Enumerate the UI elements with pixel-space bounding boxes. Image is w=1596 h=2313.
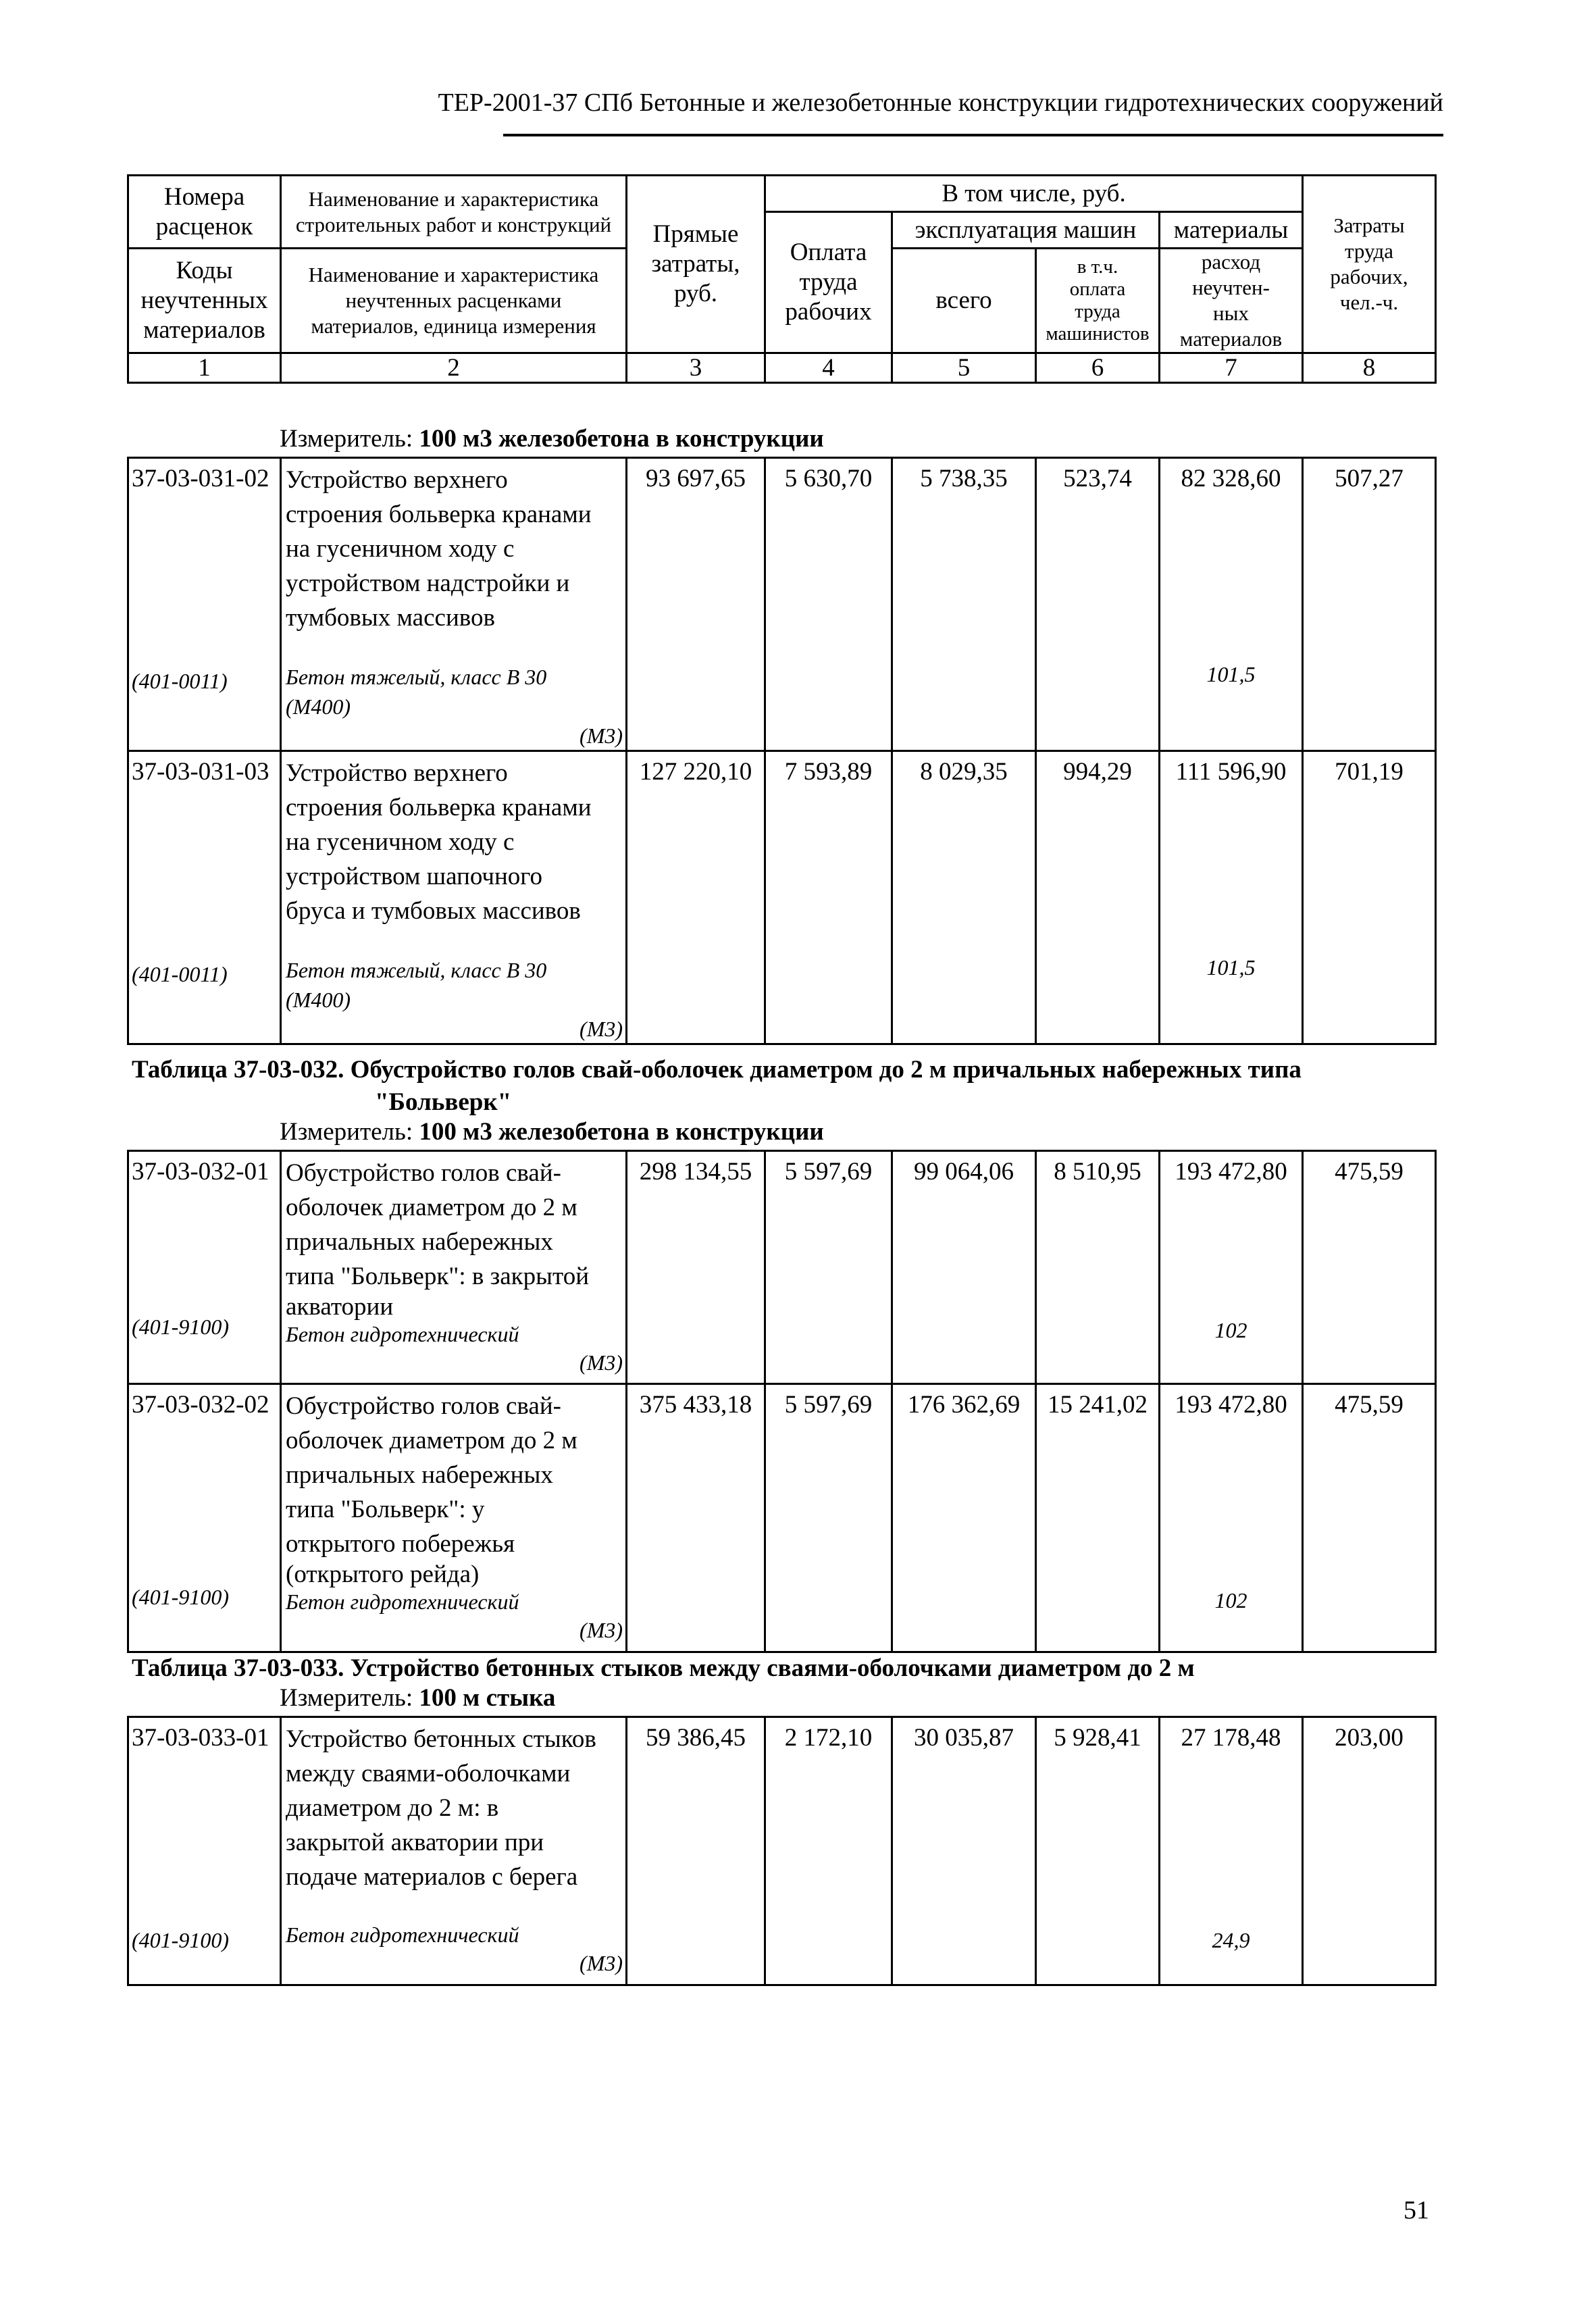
col-number-7: 7	[1160, 353, 1303, 383]
material-quantity: 101,5	[1206, 955, 1256, 980]
machines-header: эксплуатация машин	[892, 212, 1160, 249]
col-number-5: 5	[892, 353, 1036, 383]
machinists-pay: 523,74	[1036, 458, 1160, 751]
work-description-cell: Устройство верхнего строения больверка кранами на гусеничном ходу с устройством шапочного бруса и тумбовых массивов Бетон тяжелый, класс В 30 (М400) (М3)	[281, 751, 627, 1044]
work-description-cell: Устройство бетонных стыков между сваями-оболочками диаметром до 2 м: в закрытой акватории при подаче материалов с берега Бетон гидротехнический (М3)	[281, 1717, 627, 1985]
machinists-pay: 994,29	[1036, 751, 1160, 1044]
col-number-6: 6	[1036, 353, 1160, 383]
labor-cost: 5 597,69	[765, 1151, 892, 1384]
material-code: (401-9100)	[132, 1315, 229, 1339]
document-header-title: ТЕР-2001-37 СПб Бетонные и железобетонные конструкции гидротехнических сооружений	[438, 88, 1443, 117]
col-number-2: 2	[281, 353, 627, 383]
section1-measure: Измеритель: 100 м3 железобетона в конструкции	[280, 425, 824, 453]
material-description: Бетон гидротехнический	[286, 1923, 519, 1947]
work-description-cell: Обустройство голов свай- оболочек диаметром до 2 м причальных набережных типа "Больверк": у открытого побережья (открытого рейда) Бетон гидротехнический (М3)	[281, 1384, 627, 1652]
materials-cost: 82 328,60 101,5	[1160, 458, 1303, 751]
rate-code-cell: 37-03-032-01 (401-9100)	[128, 1151, 281, 1384]
col1-bottom-header: Коды неучтенных материалов	[128, 249, 281, 353]
materials-cost: 111 596,90 101,5	[1160, 751, 1303, 1044]
col-number-8: 8	[1303, 353, 1436, 383]
machines-total: 99 064,06	[892, 1151, 1036, 1384]
labor-hours: 475,59	[1303, 1384, 1436, 1652]
machines-total: 30 035,87	[892, 1717, 1036, 1985]
materials-cost: 27 178,48 24,9	[1160, 1717, 1303, 1985]
machinists-pay: 8 510,95	[1036, 1151, 1160, 1384]
rate-code-cell: 37-03-033-01 (401-9100)	[128, 1717, 281, 1985]
direct-cost: 298 134,55	[627, 1151, 765, 1384]
material-code: (401-9100)	[132, 1585, 229, 1609]
materials-cost: 193 472,80 102	[1160, 1384, 1303, 1652]
col4-header: Оплата труда рабочих	[765, 212, 892, 353]
machines-total: 176 362,69	[892, 1384, 1036, 1652]
machinists-pay: 5 928,41	[1036, 1717, 1160, 1985]
rate-code-cell: 37-03-031-03 (401-0011)	[128, 751, 281, 1044]
labor-cost: 7 593,89	[765, 751, 892, 1044]
material-description: Бетон тяжелый, класс В 30 (М400)	[286, 958, 547, 1012]
material-description: Бетон гидротехнический	[286, 1590, 519, 1614]
section2-table	[127, 1150, 1437, 1653]
column-header-table	[127, 174, 1437, 384]
labor-hours: 507,27	[1303, 458, 1436, 751]
material-code: (401-0011)	[132, 962, 228, 986]
labor-cost: 5 597,69	[765, 1384, 892, 1652]
group-header: В том числе, руб.	[765, 176, 1303, 212]
direct-cost: 127 220,10	[627, 751, 765, 1044]
material-code: (401-9100)	[132, 1928, 229, 1952]
materials-header: материалы	[1160, 212, 1303, 249]
col-number-4: 4	[765, 353, 892, 383]
material-description: Бетон тяжелый, класс В 30 (М400)	[286, 665, 547, 719]
table-row	[128, 1384, 1436, 1652]
table-row	[128, 1717, 1436, 1985]
material-unit: (М3)	[580, 1951, 623, 1975]
direct-cost: 59 386,45	[627, 1717, 765, 1985]
table-row	[128, 1151, 1436, 1384]
rate-code-cell: 37-03-031-02 (401-0011)	[128, 458, 281, 751]
col-number-3: 3	[627, 353, 765, 383]
labor-hours: 475,59	[1303, 1151, 1436, 1384]
section2-measure: Измеритель: 100 м3 железобетона в конструкции	[280, 1118, 824, 1146]
section3-measure: Измеритель: 100 м стыка	[280, 1684, 556, 1712]
col3-header: Прямые затраты, руб.	[627, 176, 765, 353]
direct-cost: 93 697,65	[627, 458, 765, 751]
material-code: (401-0011)	[132, 669, 228, 693]
labor-hours: 701,19	[1303, 751, 1436, 1044]
col5-header: всего	[892, 249, 1036, 353]
col7-header: расход неучтен- ных материалов	[1160, 249, 1303, 353]
col6-header: в т.ч. оплата труда машинистов	[1036, 249, 1160, 353]
table-row	[128, 751, 1436, 1044]
page-number: 51	[1404, 2196, 1429, 2225]
machines-total: 8 029,35	[892, 751, 1036, 1044]
material-quantity: 101,5	[1206, 662, 1256, 686]
col1-top-header: Номера расценок	[128, 176, 281, 249]
machines-total: 5 738,35	[892, 458, 1036, 751]
labor-hours: 203,00	[1303, 1717, 1436, 1985]
labor-cost: 2 172,10	[765, 1717, 892, 1985]
col2-bottom-header: Наименование и характеристика неучтенных расценками материалов, единица измерения	[281, 249, 627, 353]
header-rule	[503, 134, 1443, 136]
material-unit: (М3)	[580, 1017, 623, 1041]
section1-table	[127, 457, 1437, 1045]
material-quantity: 102	[1214, 1318, 1247, 1342]
materials-cost: 193 472,80 102	[1160, 1151, 1303, 1384]
material-quantity: 102	[1214, 1588, 1247, 1612]
material-quantity: 24,9	[1212, 1928, 1250, 1952]
machinists-pay: 15 241,02	[1036, 1384, 1160, 1652]
labor-cost: 5 630,70	[765, 458, 892, 751]
col2-top-header: Наименование и характеристика строительных работ и конструкций	[281, 176, 627, 249]
rate-code-cell: 37-03-032-02 (401-9100)	[128, 1384, 281, 1652]
material-unit: (М3)	[580, 1618, 623, 1642]
work-description-cell: Обустройство голов свай- оболочек диаметром до 2 м причальных набережных типа "Больверк": в закрытой акватории Бетон гидротехнический (М3)	[281, 1151, 627, 1384]
table-row	[128, 458, 1436, 751]
material-description: Бетон гидротехнический	[286, 1322, 519, 1346]
material-unit: (М3)	[580, 723, 623, 748]
material-unit: (М3)	[580, 1350, 623, 1375]
direct-cost: 375 433,18	[627, 1384, 765, 1652]
section2-title: Таблица 37-03-032. Обустройство голов свай-оболочек диаметром до 2 м причальных набережных типа "Больверк"	[132, 1056, 1302, 1116]
section3-table	[127, 1716, 1437, 1986]
section3-title: Таблица 37-03-033. Устройство бетонных стыков между сваями-оболочками диаметром до 2 м	[132, 1654, 1195, 1682]
col-number-1: 1	[128, 353, 281, 383]
col8-header: Затраты труда рабочих, чел.-ч.	[1303, 176, 1436, 353]
work-description-cell: Устройство верхнего строения больверка кранами на гусеничном ходу с устройством надстройки и тумбовых массивов Бетон тяжелый, класс В 30 (М400) (М3)	[281, 458, 627, 751]
